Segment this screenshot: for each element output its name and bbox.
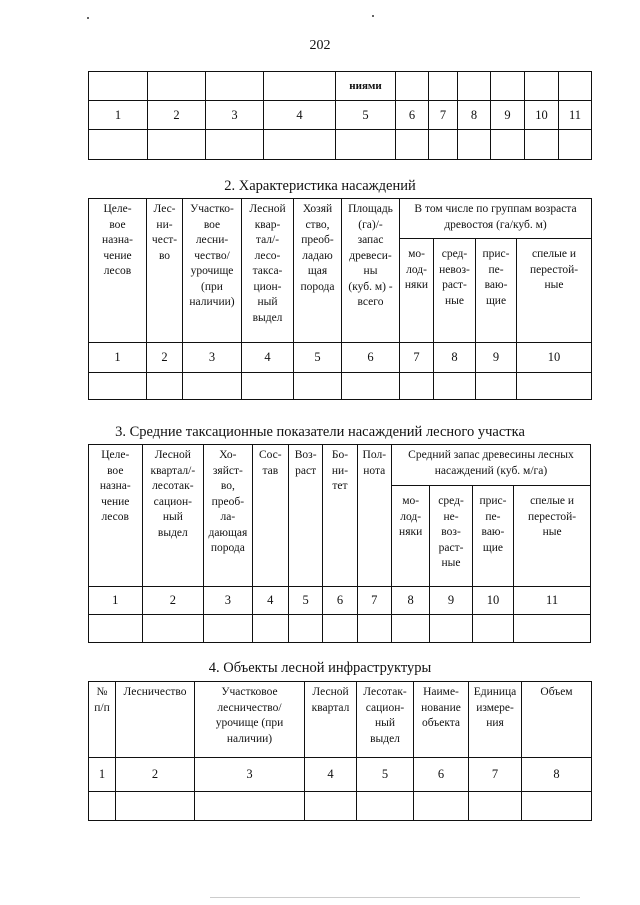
data-cell bbox=[116, 792, 195, 821]
column-number: 5 bbox=[288, 587, 322, 615]
column-number: 7 bbox=[357, 587, 391, 615]
column-number: 6 bbox=[342, 343, 400, 373]
column-number: 8 bbox=[391, 587, 429, 615]
column-number: 7 bbox=[429, 101, 458, 130]
group-header: В том числе по группам возраста древостоя (га/куб. м) bbox=[400, 199, 592, 239]
column-number: 8 bbox=[458, 101, 491, 130]
data-cell bbox=[517, 373, 592, 400]
data-cell bbox=[89, 792, 116, 821]
header-cell bbox=[559, 72, 592, 101]
sub-header-cell: прис- пе- ваю- щие bbox=[472, 486, 513, 587]
data-cell bbox=[264, 130, 336, 160]
data-cell bbox=[204, 615, 252, 643]
scan-speck bbox=[372, 15, 374, 17]
data-cell bbox=[195, 792, 305, 821]
header-cell: Лес- ни- чест- во bbox=[147, 199, 183, 343]
column-number: 3 bbox=[204, 587, 252, 615]
section-title: 4. Объекты лесной инфраструктуры bbox=[208, 660, 432, 676]
group-header: Средний запас древесины лесных насаждений (куб. м/га) bbox=[391, 445, 590, 486]
data-cell bbox=[288, 615, 322, 643]
data-cell bbox=[434, 373, 476, 400]
table-row bbox=[89, 130, 592, 160]
column-number: 1 bbox=[89, 587, 143, 615]
header-cell: Участко- вое лесни- чество/ урочище (при наличии) bbox=[183, 199, 242, 343]
data-cell bbox=[357, 615, 391, 643]
table-row bbox=[89, 615, 591, 643]
data-cell bbox=[514, 615, 591, 643]
column-number: 10 bbox=[517, 343, 592, 373]
column-number: 10 bbox=[525, 101, 559, 130]
column-number: 2 bbox=[116, 758, 195, 792]
column-number: 4 bbox=[242, 343, 294, 373]
table-row bbox=[89, 792, 592, 821]
header-cell: ниями bbox=[336, 72, 396, 101]
column-number: 5 bbox=[357, 758, 414, 792]
header-cell: Лесной квар- тал/- лесо- такса- цион- ный выдел bbox=[242, 199, 294, 343]
data-cell bbox=[183, 373, 242, 400]
header-cell bbox=[491, 72, 525, 101]
section-title: 2. Характеристика насаждений bbox=[224, 178, 416, 194]
data-cell bbox=[148, 130, 206, 160]
table-forest-infrastructure bbox=[88, 681, 592, 821]
data-cell bbox=[357, 792, 414, 821]
header-cell bbox=[525, 72, 559, 101]
data-cell bbox=[472, 615, 513, 643]
header-cell: Хо- зяйст- во, преоб- ла- дающая порода bbox=[204, 445, 252, 587]
header-cell: Лесной квартал/- лесотак- сацион- ный выдел bbox=[142, 445, 204, 587]
sub-header-cell: мо- лод- няки bbox=[400, 239, 434, 343]
header-cell: Целе- вое назна- чение лесов bbox=[89, 445, 143, 587]
data-cell bbox=[206, 130, 264, 160]
column-number-row bbox=[89, 343, 592, 373]
header-cell: Бо- ни- тет bbox=[323, 445, 357, 587]
data-cell bbox=[400, 373, 434, 400]
page-number: 202 bbox=[309, 38, 331, 53]
column-number: 3 bbox=[206, 101, 264, 130]
column-number: 6 bbox=[396, 101, 429, 130]
column-number: 3 bbox=[195, 758, 305, 792]
data-cell bbox=[559, 130, 592, 160]
sub-header-cell: прис- пе- ваю- щие bbox=[476, 239, 517, 343]
header-cell bbox=[264, 72, 336, 101]
column-number: 2 bbox=[142, 587, 204, 615]
table-continuation bbox=[88, 71, 592, 160]
column-number: 4 bbox=[305, 758, 357, 792]
column-number-row bbox=[89, 758, 592, 792]
column-number: 6 bbox=[414, 758, 469, 792]
sub-header-cell: спелые и перестой- ные bbox=[514, 486, 591, 587]
header-cell: Хозяй ство, преоб- ладаю щая порода bbox=[294, 199, 342, 343]
data-cell bbox=[336, 130, 396, 160]
data-cell bbox=[429, 130, 458, 160]
header-cell bbox=[148, 72, 206, 101]
data-cell bbox=[525, 130, 559, 160]
column-number: 11 bbox=[514, 587, 591, 615]
header-cell: Площадь (га)/- запас древеси- ны (куб. м) - всего bbox=[342, 199, 400, 343]
header-cell bbox=[206, 72, 264, 101]
data-cell bbox=[342, 373, 400, 400]
header-cell bbox=[396, 72, 429, 101]
data-cell bbox=[147, 373, 183, 400]
header-cell bbox=[458, 72, 491, 101]
column-number: 8 bbox=[522, 758, 592, 792]
data-cell bbox=[89, 615, 143, 643]
data-cell bbox=[89, 130, 148, 160]
data-cell bbox=[252, 615, 288, 643]
sub-header-cell: сред- невоз- раст- ные bbox=[434, 239, 476, 343]
column-number: 2 bbox=[148, 101, 206, 130]
section-title: 3. Средние таксационные показатели насаждений лесного участка bbox=[115, 424, 525, 440]
column-number-row bbox=[89, 101, 592, 130]
header-cell: № п/п bbox=[89, 682, 116, 758]
data-cell bbox=[414, 792, 469, 821]
column-number: 5 bbox=[294, 343, 342, 373]
header-cell: Лесотак- сацион- ный выдел bbox=[357, 682, 414, 758]
data-cell bbox=[396, 130, 429, 160]
column-number: 1 bbox=[89, 758, 116, 792]
header-cell bbox=[429, 72, 458, 101]
column-number: 9 bbox=[491, 101, 525, 130]
column-number: 10 bbox=[472, 587, 513, 615]
header-cell: Объем bbox=[522, 682, 592, 758]
data-cell bbox=[242, 373, 294, 400]
data-cell bbox=[469, 792, 522, 821]
column-number: 7 bbox=[469, 758, 522, 792]
data-cell bbox=[142, 615, 204, 643]
column-number: 7 bbox=[400, 343, 434, 373]
column-number: 8 bbox=[434, 343, 476, 373]
column-number: 4 bbox=[264, 101, 336, 130]
column-number: 5 bbox=[336, 101, 396, 130]
scan-speck bbox=[87, 17, 89, 19]
column-number: 9 bbox=[476, 343, 517, 373]
header-cell: Единица измере- ния bbox=[469, 682, 522, 758]
column-number: 3 bbox=[183, 343, 242, 373]
column-number: 1 bbox=[89, 343, 147, 373]
data-cell bbox=[458, 130, 491, 160]
header-cell: Целе- вое назна- чение лесов bbox=[89, 199, 147, 343]
column-number: 6 bbox=[323, 587, 357, 615]
header-cell: Сос- тав bbox=[252, 445, 288, 587]
header-cell: Наиме- нование объекта bbox=[414, 682, 469, 758]
header-cell: Участковое лесничество/ урочище (при наличии) bbox=[195, 682, 305, 758]
data-cell bbox=[323, 615, 357, 643]
header-cell: Пол- нота bbox=[357, 445, 391, 587]
sub-header-cell: спелые и перестой- ные bbox=[517, 239, 592, 343]
scan-edge-line bbox=[210, 897, 580, 898]
sub-header-cell: мо- лод- няки bbox=[391, 486, 429, 587]
column-number: 11 bbox=[559, 101, 592, 130]
data-cell bbox=[294, 373, 342, 400]
header-cell: Лесничество bbox=[116, 682, 195, 758]
sub-header-cell: сред- не- воз- раст- ные bbox=[430, 486, 472, 587]
column-number: 2 bbox=[147, 343, 183, 373]
column-number: 1 bbox=[89, 101, 148, 130]
data-cell bbox=[391, 615, 429, 643]
column-number-row bbox=[89, 587, 591, 615]
data-cell bbox=[89, 373, 147, 400]
column-number: 9 bbox=[430, 587, 472, 615]
table-row bbox=[89, 373, 592, 400]
data-cell bbox=[491, 130, 525, 160]
data-cell bbox=[476, 373, 517, 400]
header-cell: Лесной квартал bbox=[305, 682, 357, 758]
header-cell: Воз- раст bbox=[288, 445, 322, 587]
table-plantation-characteristics bbox=[88, 198, 592, 400]
data-cell bbox=[522, 792, 592, 821]
data-cell bbox=[305, 792, 357, 821]
header-cell bbox=[89, 72, 148, 101]
table-average-taxation bbox=[88, 444, 591, 643]
column-number: 4 bbox=[252, 587, 288, 615]
data-cell bbox=[430, 615, 472, 643]
